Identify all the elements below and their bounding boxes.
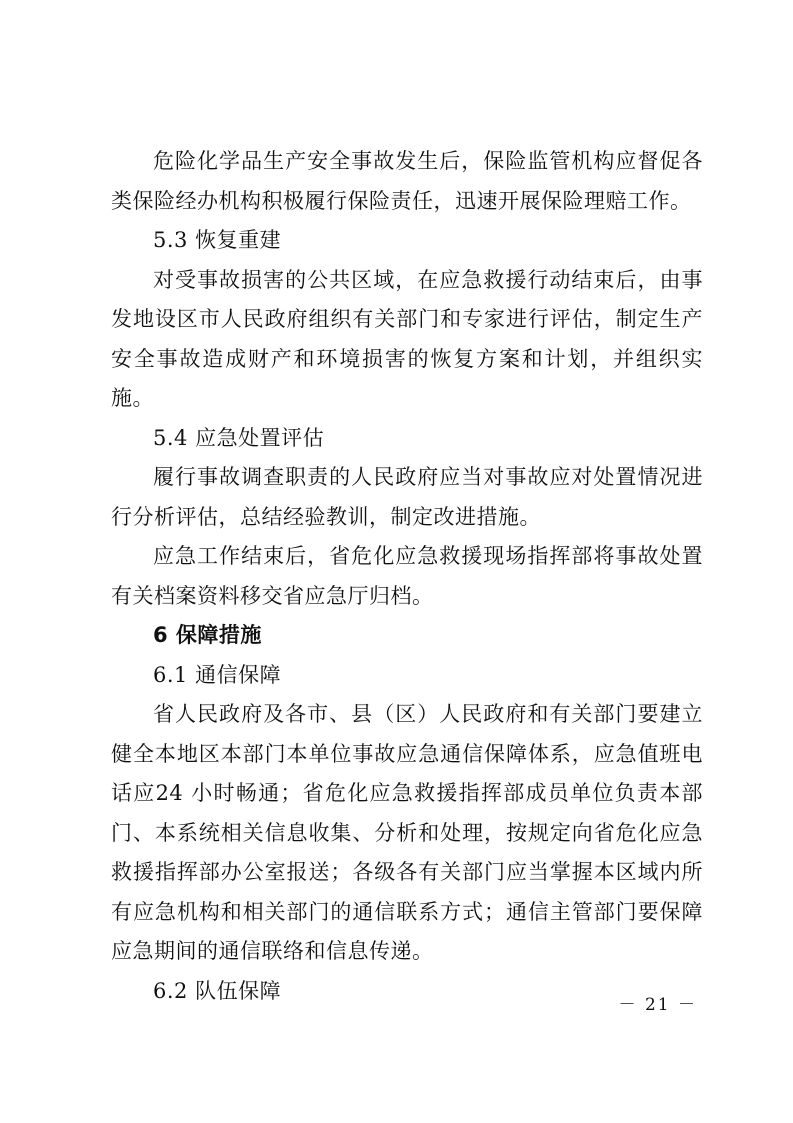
chapter-heading-6: 6 保障措施 [153,623,262,647]
page-number: － 21 － [618,995,697,1015]
paragraph-communication-guarantee: 省人民政府及各市、县（区）人民政府和有关部门要建立健全本地区本部门本单位事故应急通信保障体系，应急值班电话应24 小时畅通；省危化应急救援指挥部成员单位负责本部门、本系统相关信息收集、分析和处理，按规定向省危化应急救援指挥部办公室报送；各级各有关部门应当掌握本区域内所有应急机构和相关部门的通信联系方式；通信主管部门要保障应急期间的通信联络和信息传递。 [111,702,703,963]
section-heading-5-3: 5.3 恢复重建 [153,228,282,252]
paragraph-recovery-reconstruction: 对受事故损害的公共区域，在应急救援行动结束后，由事发地设区市人民政府组织有关部门和专家进行评估，制定生产安全事故造成财产和环境损害的恢复方案和计划，并组织实施。 [111,267,703,410]
section-heading-6-1: 6.1 通信保障 [153,662,282,687]
section-heading-5-4: 5.4 应急处置评估 [153,425,325,450]
document-body [111,142,703,1011]
paragraph-insurance-claims: 危险化学品生产安全事故发生后，保险监管机构应督促各类保险经办机构积极履行保险责任，迅速开展保险理赔工作。 [111,149,703,213]
section-heading-6-2: 6.2 队伍保障 [153,978,282,1003]
paragraph-evaluation: 履行事故调查职责的人民政府应当对事故应对处置情况进行分析评估，总结经验教训，制定改进措施。 [111,465,703,529]
paragraph-archiving: 应急工作结束后，省危化应急救援现场指挥部将事故处置有关档案资料移交省应急厅归档。 [111,544,703,608]
